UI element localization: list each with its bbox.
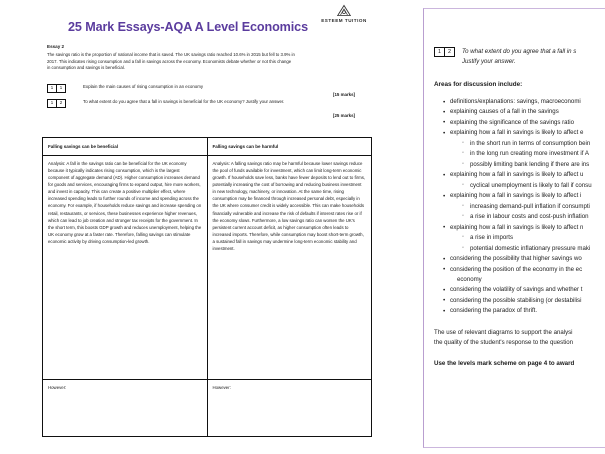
list-item xyxy=(443,118,605,128)
bullet-wrap-line: economy xyxy=(457,275,482,283)
bullet-text: explaining how a fall in savings is likely to affect u xyxy=(450,171,584,179)
question-number-box-1 xyxy=(47,84,66,93)
markscheme-question-row xyxy=(434,47,605,67)
question-text-2: To what extent do you agree that a fall in savings is beneficial for the UK economy? Justify your answer. xyxy=(83,99,285,104)
markscheme-instruction: Use the levels mark scheme on page 4 to award xyxy=(434,360,575,368)
sub-bullet-list xyxy=(450,202,605,223)
question-marks-2: [25 marks] xyxy=(333,113,355,118)
list-item xyxy=(443,285,605,295)
page-title: 25 Mark Essays-AQA A Level Economics xyxy=(68,20,308,34)
question-digit: 1 xyxy=(47,99,57,108)
question-digit: 2 xyxy=(445,47,455,57)
list-item xyxy=(443,296,605,306)
list-item xyxy=(443,128,605,170)
table-body-row xyxy=(43,156,372,380)
sub-list-item: ◦ a rise in labour costs and cost-push inflation xyxy=(462,212,605,222)
table-header-harmful: Falling savings can be harmful xyxy=(207,138,372,156)
table-header-row xyxy=(43,138,372,156)
sub-bullet-list xyxy=(450,181,605,191)
bullet-text: considering the possible stabilising (or destabilisi xyxy=(450,296,582,304)
however-beneficial: However: xyxy=(43,380,208,437)
closing-line-1: The use of relevant diagrams to support the analysi xyxy=(434,328,573,336)
question-number-box-2 xyxy=(47,99,66,108)
question-digit: 1 xyxy=(434,47,445,57)
bullet-text: considering the position of the economy in the ec xyxy=(450,265,583,273)
logo-text: ESTEEM TUITION xyxy=(321,18,367,23)
esteem-tuition-logo xyxy=(307,4,381,30)
markscheme-question-line1: To what extent do you agree that a fall in s xyxy=(462,48,577,55)
bullet-text: considering the possibility that higher savings wo xyxy=(450,255,582,263)
crest-icon xyxy=(336,4,352,17)
list-item xyxy=(443,306,605,316)
list-item xyxy=(443,107,605,117)
sub-list-item: ◦ possibly limiting bank lending if there are ins xyxy=(462,160,605,170)
question-marks-1: [15 marks] xyxy=(333,92,355,97)
sub-list-item: ◦ increasing demand-pull inflation if consumpti xyxy=(462,202,605,212)
sub-list-item: ◦ a rise in imports xyxy=(462,233,605,243)
bullet-text: considering the volatility of savings and whether t xyxy=(450,286,583,294)
sub-list-item: ◦ cyclical unemployment is likely to fall if consu xyxy=(462,181,605,191)
markscheme-question-line2: Justify your answer. xyxy=(462,57,516,65)
evaluation-table xyxy=(42,137,372,437)
closing-paragraph xyxy=(434,328,605,348)
bullet-text: considering the paradox of thrift. xyxy=(450,307,538,315)
essay-label: Essay 2 xyxy=(47,44,65,49)
question-digit: 1 xyxy=(47,84,57,93)
bullet-text: explaining how a fall in savings is likely to affect i xyxy=(450,192,582,200)
sub-list-item: ◦ in the long run creating more investment if A xyxy=(462,149,605,159)
list-item xyxy=(443,191,605,222)
intro-paragraph: The savings ratio is the proportion of national income that is saved. The UK savings ratio reached 10.6% in 2015 but fell to 3.9% in 2017. This indicates rising consumption and a fall in savings across the economy. Economists debate whether or not this change in consumption and savings is beneficial. xyxy=(47,52,295,71)
bullet-text: explaining causes of a fall in the savings xyxy=(450,108,559,116)
list-item xyxy=(443,97,605,107)
question-digit: 1 xyxy=(57,84,66,93)
analysis-beneficial: Analysis: A fall in the savings ratio can be beneficial for the UK economy because it typically indicates rising consumption, which is the largest component of aggregate demand (AD). Higher consumption increases demand for goods and services, encouraging firms to expand output, hire more workers, and invest in capacity. This can create a positive multiplier effect, where increased spending leads to further rounds of income and spending across the economy. For example, if households reduce savings and increase spending on retail, restaurants, or services, these businesses experience higher revenues, which can lead to job creation and stronger tax receipts for the government. In the short term, this boosts GDP growth and reduces unemployment, helping the UK economy grow at a faster rate. Therefore, falling savings can stimulate economic activity by driving consumption-led growth. xyxy=(43,156,208,380)
markscheme-question-text xyxy=(462,47,605,67)
bullet-text: explaining the significance of the savings ratio xyxy=(450,118,574,126)
question-digit: 2 xyxy=(57,99,66,108)
bullet-text: definitions/explanations: savings, macroeconomi xyxy=(450,98,581,105)
analysis-harmful: Analysis: A falling savings ratio may be harmful because lower savings reduce the pool of funds available for investment, which can limit long-term economic growth. If households save less, banks have fewer deposits to lend out to firms, potentially increasing the cost of borrowing and reducing business investment in new technology, machinery, or innovation. At the same time, rising consumption may be financed through increased personal debt, especially in the UK where consumer credit is widely accessible. This can make households financially vulnerable and increase the risk of defaults if interest rates rise or if the economy slows. Furthermore, a low savings ratio can worsen the UK's persistent current account deficit, as higher consumption often leads to increased imports. Therefore, while consumption may boost short-term growth, a sustained fall in savings may undermine long-term economic stability and investment. xyxy=(207,156,372,380)
document-header xyxy=(0,0,412,38)
table-header-beneficial: Falling savings can be beneficial xyxy=(43,138,208,156)
however-harmful: However: xyxy=(207,380,372,437)
areas-heading: Areas for discussion include: xyxy=(434,81,523,88)
list-item xyxy=(443,265,605,286)
list-item xyxy=(443,170,605,191)
list-item xyxy=(443,254,605,264)
bullet-text: explaining how a fall in savings is likely to affect e xyxy=(450,129,584,137)
sub-list-item: ◦ in the short run in terms of consumption bein xyxy=(462,139,605,149)
markscheme-content xyxy=(424,9,605,369)
bullet-text: explaining how a fall in savings is likely to affect n xyxy=(450,223,584,231)
sub-bullet-list xyxy=(450,233,605,254)
list-item xyxy=(443,223,605,254)
question-text-1: Explain the main causes of rising consumption in an economy xyxy=(83,84,204,89)
sub-list-item: ◦ potential domestic inflationary pressure maki xyxy=(462,244,605,254)
table-however-row xyxy=(43,380,372,437)
areas-bullet-list xyxy=(434,97,605,317)
closing-line-2: the quality of the student's response to the question xyxy=(434,339,574,347)
markscheme-page xyxy=(423,8,605,448)
markscheme-question-number-box xyxy=(434,47,455,57)
sub-bullet-list xyxy=(450,139,605,170)
